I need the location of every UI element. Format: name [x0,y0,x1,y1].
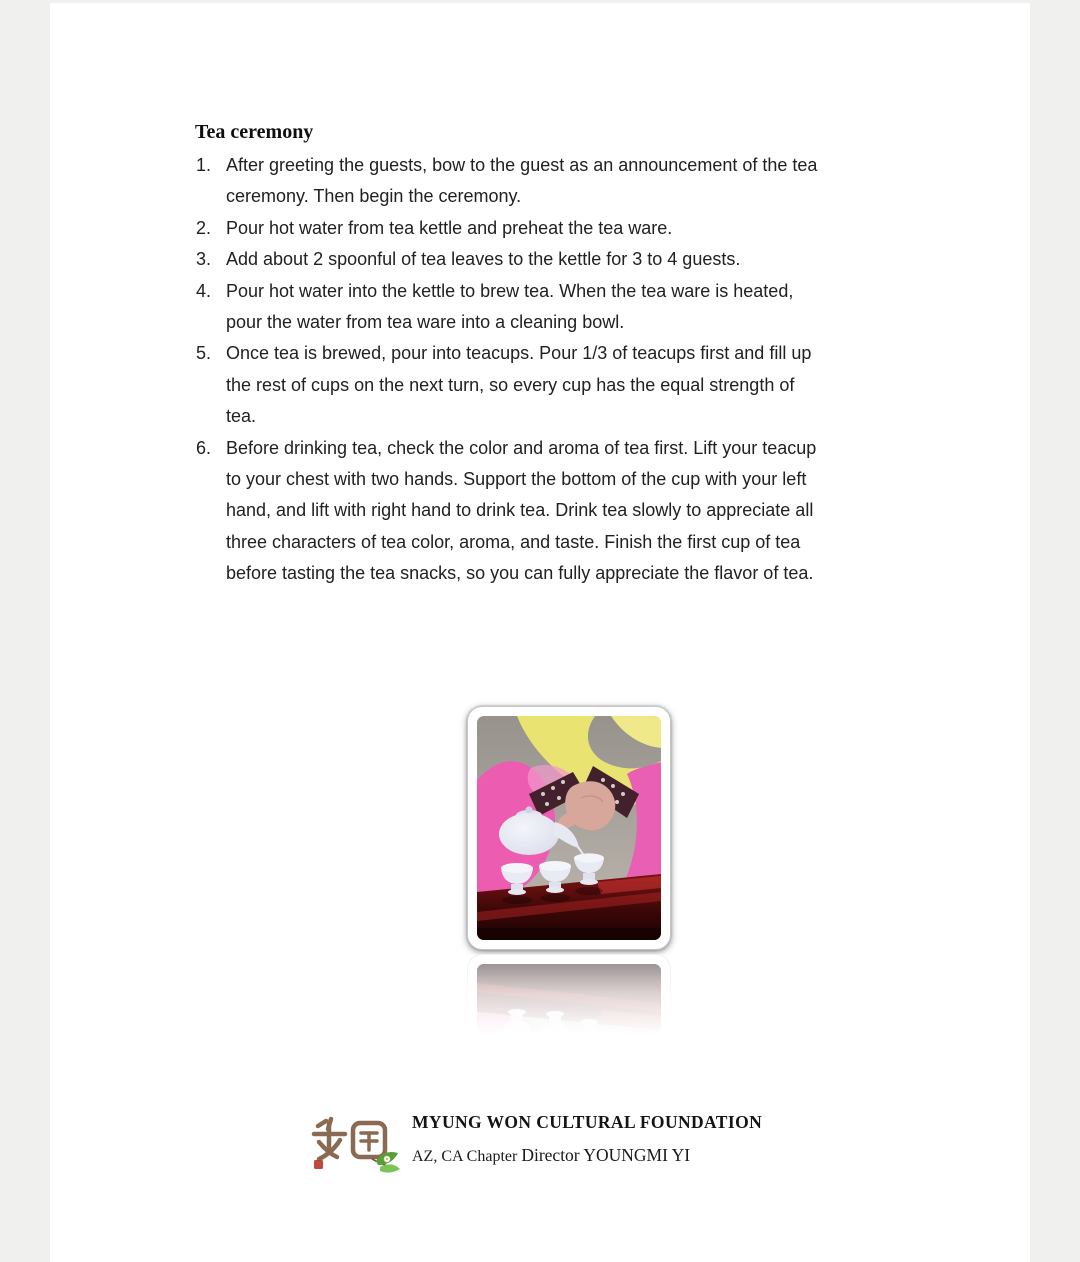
chapter-director-line [412,1145,762,1167]
list-item-number: 5. [196,343,212,364]
seal-stamp [314,1160,323,1169]
photo-frame [467,706,671,950]
list-item-text: Pour hot water from tea kettle and preheat the tea ware. [226,217,673,238]
list-item-text: Add about 2 spoonful of tea leaves to the kettle for 3 to 4 guests. [226,249,741,270]
list-item-text: Once tea is brewed, pour into teacups. Pour 1/3 of teacups first and fill up the rest of cups on the next turn, so every cup has the equal strength of tea. [226,343,812,427]
list-item [196,338,1030,432]
list-item [196,213,1030,244]
list-item-number: 6. [196,437,212,458]
list-item-number: 4. [196,280,212,301]
list-item-number: 1. [196,155,212,175]
reflection-fade [467,954,671,1042]
list-item-text: After greeting the guests, bow to the guest as an announcement of the tea ceremony. Then begin the ceremony. [226,155,818,207]
list-item [196,150,1030,213]
page-footer [310,1111,1030,1175]
footer-text [412,1111,762,1167]
list-item-number: 3. [196,249,212,270]
director-label: Director YOUNGMI YI [521,1144,691,1165]
list-item [196,276,1030,339]
tea-ceremony-figure [467,706,671,1042]
list-item-number: 2. [196,217,212,238]
foundation-logo-icon [310,1115,402,1175]
tea-ceremony-steps-list [196,150,1030,590]
tea-ceremony-photo [477,716,661,940]
list-item [196,433,1030,590]
list-item-text: Before drinking tea, check the color and aroma of tea first. Lift your teacup to your chest with two hands. Support the bottom of the cup with your left hand, and lift with right hand to drink tea. Drink tea slowly to appreciate all three characters of tea color, aroma, and taste. Finish the first cup of tea before tasting the tea snacks, so you can fully appreciate the flavor of tea. [226,437,817,584]
document-page [50,3,1030,1262]
list-item [196,244,1030,275]
organization-name: MYUNG WON CULTURAL FOUNDATION [412,1111,763,1132]
photo-reflection [467,954,671,1042]
page-title: Tea ceremony [195,121,314,143]
chapter-label: AZ, CA Chapter [412,1147,518,1165]
list-item-text: Pour hot water into the kettle to brew tea. When the tea ware is heated, pour the water from tea ware into a cleaning bowl. [226,280,794,333]
